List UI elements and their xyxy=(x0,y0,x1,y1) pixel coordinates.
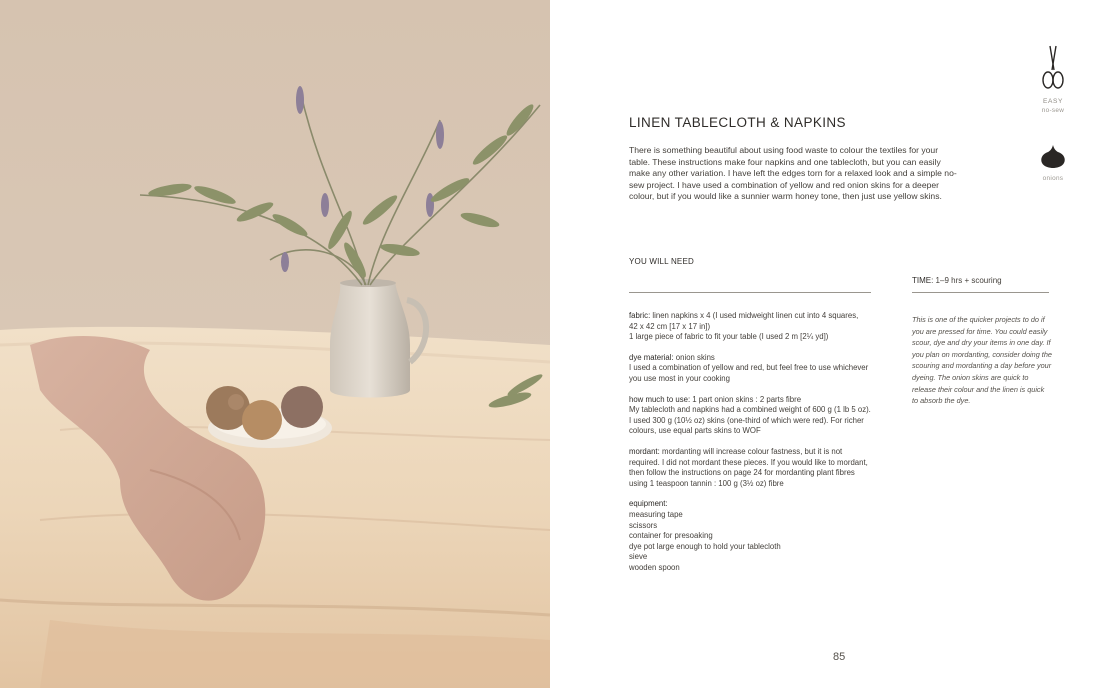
material-mordant xyxy=(629,447,879,489)
materials-list xyxy=(629,311,879,583)
material-key: fabric: xyxy=(629,311,651,320)
recipe-page xyxy=(550,0,1100,688)
material-line: dye pot large enough to hold your tablecloth xyxy=(629,541,781,551)
material-line: measuring tape xyxy=(629,509,683,519)
material-line: wooden spoon xyxy=(629,562,680,572)
material-line: I used 300 g (10½ oz) skins (one-third of which were red). For richer xyxy=(629,415,864,425)
dye-source-indicator xyxy=(1038,143,1068,183)
material-key: dye material: xyxy=(629,352,674,362)
scissors-icon xyxy=(1038,44,1068,92)
onion-icon xyxy=(1038,143,1068,169)
material-equipment xyxy=(629,499,879,573)
divider-right xyxy=(912,292,1049,293)
difficulty-label: EASY xyxy=(1043,98,1063,105)
material-line: you use most in your cooking xyxy=(629,373,730,383)
material-line: 1 large piece of fabric to fit your table (I used 2 m [2¼ yd]) xyxy=(629,332,829,342)
material-line: I used a combination of yellow and red, but feel free to use whichever xyxy=(629,363,869,373)
side-note: This is one of the quicker projects to do if you are pressed for time. You could easily scour, dye and dry your items in one day. If you plan on mordanting, consider doing the scouring and mordanting a day before your dyeing. The onion skins are quick to release their colour and the linen is quick to absorb the dye. xyxy=(912,315,1052,406)
material-line: 42 x 42 cm [17 x 17 in]) xyxy=(629,321,711,331)
you-will-need-heading: YOU WILL NEED xyxy=(629,257,694,266)
time-label: TIME xyxy=(912,276,932,285)
material-line: then follow the instructions on page 24 for mordanting plant fibres xyxy=(629,468,855,478)
material-line: sieve xyxy=(629,552,648,562)
material-quantity xyxy=(629,395,879,437)
time-value: : 1–9 hrs + scouring xyxy=(931,276,1002,285)
page-title: LINEN TABLECLOTH & NAPKINS xyxy=(629,115,846,131)
material-key: equipment: xyxy=(629,499,668,509)
material-key: mordant: xyxy=(629,446,660,456)
material-line: My tablecloth and napkins had a combined weight of 600 g (1 lb 5 oz). xyxy=(629,405,871,415)
time-info xyxy=(912,276,1002,285)
dye-source-label: onions xyxy=(1042,175,1064,182)
material-dye xyxy=(629,353,879,385)
material-line: using 1 teaspoon tannin : 100 g (3½ oz) fibre xyxy=(629,478,784,488)
material-line: required. I did not mordant these pieces. If you would like to mordant, xyxy=(629,457,868,467)
material-line: container for presoaking xyxy=(629,531,713,541)
page-number: 85 xyxy=(833,651,846,663)
material-line: 1 part onion skins : 2 parts fibre xyxy=(690,394,802,404)
material-fabric xyxy=(629,311,879,343)
material-line: linen napkins x 4 (I used midweight linen cut into 4 squares, xyxy=(650,311,859,320)
difficulty-sub: no-sew xyxy=(1041,107,1065,114)
material-line: onion skins xyxy=(673,352,715,362)
material-line: colours, use equal parts skins to WOF xyxy=(629,426,761,436)
difficulty-indicator xyxy=(1038,44,1068,115)
material-line: scissors xyxy=(629,520,658,530)
intro-paragraph: There is something beautiful about using food waste to colour the textiles for your table. These instructions make four napkins and one tablecloth, but you can easily make any other variation. I have left the edges torn for a relaxed look and a simple no-sew project. I have used a combination of yellow and red onion skins for a deeper colour, but if you would like a sunnier warm honey tone, then just use yellow skins. xyxy=(629,145,957,202)
material-line: mordanting will increase colour fastness, but it is not xyxy=(659,446,843,456)
divider-left xyxy=(629,292,871,293)
material-key: how much to use: xyxy=(629,394,691,404)
